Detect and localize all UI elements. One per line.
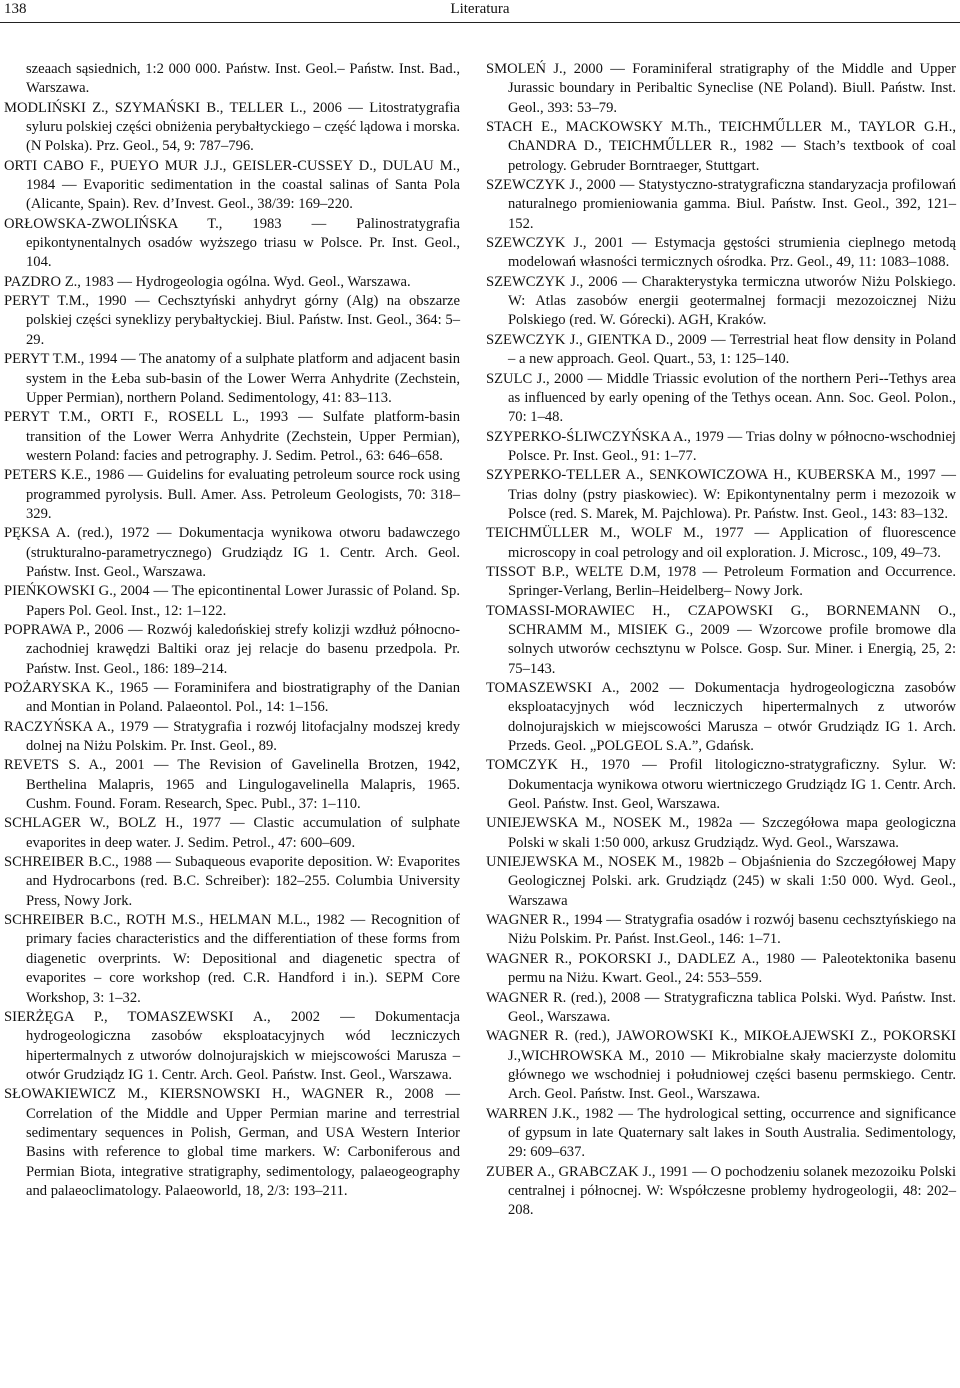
reference-entry: ZUBER A., GRABCZAK J., 1991 — O pochodzeniu solanek mezozoiku Polski centralnej i północnej. W: Współczesne problemy hydrogeologii, 48: 202–208. xyxy=(486,1163,956,1219)
reference-entry: UNIEJEWSKA M., NOSEK M., 1982a — Szczegółowa mapa geologiczna Polski w skali 1:50 000, arkusz Grudziądz. Wyd. Geol., Warszawa. xyxy=(486,815,956,851)
reference-entry: WAGNER R., 1994 — Stratygrafia osadów i rozwój basenu cechsztyńskiego na Niżu Polskim. Pr. Państ. Inst.Geol., 146: 1–71. xyxy=(486,912,956,948)
reference-entry: SIERŻĘGA P., TOMASZEWSKI A., 2002 — Dokumentacja hydrogeologiczna zasobów eksploatacyjnych wód leczniczych hipertermalnych z utworów dolnojurajskich w miejscowości Marusza – otwór Grudziądz IG 1. Centr. Arch. Geol. Państw. Inst. Geol., Warszawa. xyxy=(4,1008,460,1083)
reference-entry: WARREN J.K., 1982 — The hydrological setting, occurrence and significance of gypsum in late Quaternary salt lakes in South Australia. Sedimentology, 29: 609–637. xyxy=(486,1105,956,1161)
reference-entry: SZYPERKO-ŚLIWCZYŃSKA A., 1979 — Trias dolny w północno-wschodniej Polsce. Pr. Inst. Geol., 91: 1–77. xyxy=(486,428,956,464)
reference-entry: TISSOT B.P., WELTE D.M, 1978 — Petroleum Formation and Occurrence. Springer-Verlang, Berlin–Heidelberg– Nowy Jork. xyxy=(486,563,956,600)
reference-entry: TOMCZYK H., 1970 — Profil litologiczno-stratygraficzny. Sylur. W: Dokumentacja wynikowa otworu wiertniczego Grudziądz IG 1. Centr. Arch. Geol. Państw. Inst. Geol, Warszawa. xyxy=(486,757,956,813)
reference-entry: SCHREIBER B.C., ROTH M.S., HELMAN M.L., 1982 — Recognition of primary facies characteristics and the differentiation of these forms from diagenetic overprints. W: Depositional and diagenetic spectra of evaporites – core workshop (red. C.R. Handford i in.). SEPM Core Workshop, 3: 1–32. xyxy=(4,912,460,1006)
reference-entry: szeaach sąsiednich, 1:2 000 000. Państw. Inst. Geol.– Państw. Inst. Bad., Warszawa. xyxy=(26,61,460,97)
reference-entry: PERYT T.M., ORTI F., ROSELL L., 1993 — Sulfate platform-basin transition of the Lower Werra Anhydrite (Zechstein, Upper Permian), western Poland: facies and petrography. J. Sedim. Petrol., 63: 646–658. xyxy=(4,409,460,464)
reference-entry: REVETS S. A., 2001 — The Revision of Gavelinella Brotzen, 1942, Berthelina Malapris, 1965 and Lingulogavelinella Malapris, 1965. Cushm. Found. Foram. Research, Spec. Publ., 37: 1–110. xyxy=(4,757,460,813)
reference-entry: TOMASZEWSKI A., 2002 — Dokumentacja hydrogeologiczna zasobów eksploatacyjnych wód leczniczych hipertermalnych z utworów dolnojurajskich w miejscowości Marusza – otwór Grudziądz IG 1. Arch. Przeds. Geol. „POLGEOL S.A.”, Gdańsk. xyxy=(486,680,956,755)
reference-entry: SZULC J., 2000 — Middle Triassic evolution of the northern Peri--Tethys area as influenced by early opening of the Tethys ocean. Ann. Soc. Geol. Polon., 70: 1–48. xyxy=(486,370,956,426)
reference-entry: PIEŃKOWSKI G., 2004 — The epicontinental Lower Jurassic of Poland. Sp. Papers Pol. Geol. Inst., 12: 1–122. xyxy=(4,583,460,619)
running-title: Literatura xyxy=(450,1,510,17)
reference-entry: MODLIŃSKI Z., SZYMAŃSKI B., TELLER L., 2006 — Litostratygrafia syluru polskiej części obniżenia perybałtyckiego – część lądowa i morska. (N Polska). Prz. Geol., 54, 9: 787–796. xyxy=(4,99,460,155)
reference-entry: SZEWCZYK J., 2006 — Charakterystyka termiczna utworów Niżu Polskiego. W: Atlas zasobów energii geotermalnej formacji mezozoicznej Niżu Polskiego (red. W. Górecki). AGH, Kraków. xyxy=(486,273,956,329)
reference-entry: POPRAWA P., 2006 — Rozwój kaledońskiej strefy kolizji wzdłuż północno-zachodniej krawędzi Baltiki oraz jej relacje do basenu przedpola. Pr. Państw. Inst. Geol., 186: 189–214. xyxy=(4,621,460,677)
reference-entry: SMOLEŃ J., 2000 — Foraminiferal stratigraphy of the Middle and Upper Jurassic boundary in Peribaltic Syneclise (NE Poland). Biull. Państw. Inst. Geol., 393: 53–79. xyxy=(486,61,956,116)
reference-entry: WAGNER R. (red.), 2008 — Stratygraficzna tablica Polski. Wyd. Państw. Inst. Geol., Warszawa. xyxy=(486,989,956,1025)
reference-entry: PETERS K.E., 1986 — Guidelins for evaluating petroleum source rock using programmed pyrolysis. Bull. Amer. Ass. Petroleum Geologists, 70: 318–329. xyxy=(4,467,460,522)
reference-entry: WAGNER R. (red.), JAWOROWSKI K., MIKOŁAJEWSKI Z., POKORSKI J.,WICHROWSKA M., 2010 — Mikrobialne skały macierzyste dolomitu głównego we wschodniej i południowej części basenu permskiego. Centr. Arch. Geol. Państw. Inst. Geol., Warszawa. xyxy=(486,1028,956,1103)
reference-entry: POŻARYSKA K., 1965 — Foraminifera and biostratigraphy of the Danian and Montian in Poland. Palaeontol. Pol., 14: 1–156. xyxy=(4,680,460,716)
reference-entry: SZEWCZYK J., GIENTKA D., 2009 — Terrestrial heat flow density in Poland – a new approach. Geol. Quart., 53, 1: 125–140. xyxy=(486,331,956,368)
reference-entry: SZYPERKO-TELLER A., SENKOWICZOWA H., KUBERSKA M., 1997 — Trias dolny (pstry piaskowiec). W: Epikontynentalny perm i mezozoik w Polsce (red. S. Marek, M. Pajchlowa). Pr. Państw. Inst. Geol., 143: 83–132. xyxy=(486,467,956,522)
reference-entry: TEICHMÜLLER M., WOLF M., 1977 — Application of fluorescence microscopy in coal petrology and oil exploration. J. Microsc., 109, 49–73. xyxy=(486,525,956,561)
reference-entry: PERYT T.M., 1994 — The anatomy of a sulphate platform and adjacent basin system in the Łeba sub-basin of the Lower Werra Anhydrite (Zechstein, Upper Permian), northern Poland. Sedimentology, 41: 83–113. xyxy=(4,351,460,406)
reference-entry: UNIEJEWSKA M., NOSEK M., 1982b – Objaśnienia do Szczegółowej Mapy Geologicznej Polski. ark. Grudziądz (245) w skali 1:50 000. Wyd. Geol., Warszawa xyxy=(486,854,956,909)
page-header xyxy=(0,0,960,24)
reference-entry: WAGNER R., POKORSKI J., DADLEZ A., 1980 — Paleotektonika basenu permu na Niżu. Kwart. Geol., 24: 553–559. xyxy=(486,950,956,987)
reference-entry: SZEWCZYK J., 2001 — Estymacja gęstości strumienia cieplnego metodą modelowań własności termicznych ośrodka. Prz. Geol., 49, 11: 1083–1088. xyxy=(486,235,956,271)
reference-entry: SZEWCZYK J., 2000 — Statystyczno-stratygraficzna standaryzacja profilowań naturalnego promieniowania gamma. Biul. Państw. Inst. Geol., 392, 121–152. xyxy=(486,177,956,232)
reference-entry: STACH E., MACKOWSKY M.Th., TEICHMŰLLER M., TAYLOR G.H., ChANDRA D., TEICHMŰLLER R., 1982 — Stach’s textbook of coal petrology. Gebruder Borntraeger, Stuttgart. xyxy=(486,119,956,174)
reference-entry: TOMASSI-MORAWIEC H., CZAPOWSKI G., BORNEMANN O., SCHRAMM M., MISIEK G., 2009 — Wzorcowe profile bromowe dla solnych utworów cechsztynu w Polsce. Gosp. Sur. Miner. i Energią, 25, 2: 75–143. xyxy=(486,602,956,677)
references-left-column xyxy=(4,60,460,1201)
reference-entry: SCHLAGER W., BOLZ H., 1977 — Clastic accumulation of sulphate evaporites in deep water. J. Sedim. Petrol., 47: 600–609. xyxy=(4,815,460,851)
reference-entry: SCHREIBER B.C., 1988 — Subaqueous evaporite deposition. W: Evaporites and Hydrocarbons (red. B.C. Schreiber): 182–255. Columbia University Press, Nowy Jork. xyxy=(4,854,460,909)
reference-entry: PAZDRO Z., 1983 — Hydrogeologia ogólna. Wyd. Geol., Warszawa. xyxy=(4,273,411,290)
reference-entry: SŁOWAKIEWICZ M., KIERSNOWSKI H., WAGNER R., 2008 — Correlation of the Middle and Upper Permian marine and terrestrial sedimentary sequences in Polish, German, and USA Western Interior Basins with reference to global time markers. W: Carboniferous and Permian Biota, integrative stratigraphy, sedimentology, palaeogeography and palaeoclimatology. Palaeoworld, 18, 2/3: 193–211. xyxy=(4,1086,460,1199)
reference-entry: ORTI CABO F., PUEYO MUR J.J., GEISLER-CUSSEY D., DULAU M., 1984 — Evaporitic sedimentation in the coastal salinas of Santa Pola (Alicante, Spain). Rev. d’Invest. Geol., 38/39: 169–220. xyxy=(4,157,460,213)
header-divider xyxy=(0,22,960,23)
reference-entry: PĘKSA A. (red.), 1972 — Dokumentacja wynikowa otworu badawczego (strukturalno-parametrycznego) Grudziądz IG 1. Centr. Arch. Geol. Państw. Inst. Geol., Warszawa. xyxy=(4,525,460,580)
reference-entry: RACZYŃSKA A., 1979 — Stratygrafia i rozwój litofacjalny modszej kredy dolnej na Niżu Polskim. Pr. Inst. Geol., 89. xyxy=(4,718,460,755)
reference-entry: ORŁOWSKA-ZWOLIŃSKA T., 1983 — Palinostratygrafia epikontynentalnych osadów wyższego triasu w Polsce. Pr. Inst. Geol., 104. xyxy=(4,215,460,271)
page-number: 138 xyxy=(4,1,27,17)
references-right-column xyxy=(486,60,956,1221)
reference-entry: PERYT T.M., 1990 — Cechsztyński anhydryt górny (Alg) na obszarze polskiej części syneklizy perybałtyckiej. Biul. Państw. Inst. Geol., 364: 5–29. xyxy=(4,293,460,348)
